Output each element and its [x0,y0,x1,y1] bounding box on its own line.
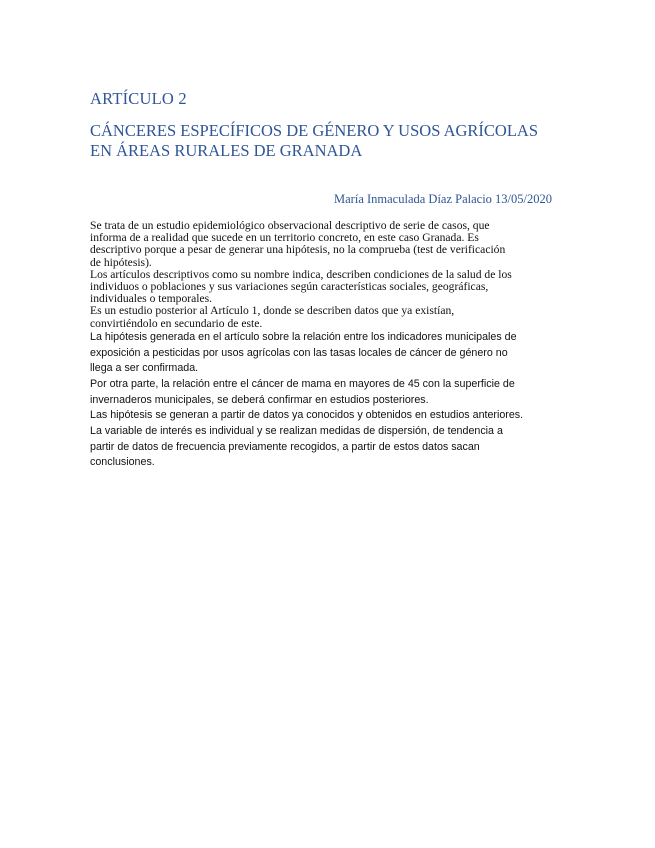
paragraph-line: conclusiones. [90,456,155,469]
paragraph-line: descriptivo porque a pesar de generar una hipótesis, no la comprueba (test de verificación [90,243,506,257]
article-title [90,121,570,161]
author-date-line: María Inmaculada Díaz Palacio 13/05/2020 [334,192,552,206]
paragraph-line: La hipótesis generada en el artículo sobre la relación entre los indicadores municipales de [90,330,517,343]
document-body [90,220,570,471]
paragraph-line: La variable de interés es individual y se realizan medidas de dispersión, de tendencia a [90,425,503,438]
paragraph-line: Es un estudio posterior al Artículo 1, donde se describen datos que ya existían, [90,304,455,318]
paragraph-line: Se trata de un estudio epidemiológico observacional descriptivo de serie de casos, que [90,219,490,232]
paragraph-line: partir de datos de frecuencia previamente recogidos, a partir de estos datos sacan [90,440,480,453]
paragraph-line: individuos o poblaciones y sus variaciones según características sociales, geográficas, [90,280,489,294]
paragraph-line: individuales o temporales. [90,292,213,306]
paragraph-line: de hipótesis). [90,255,152,269]
article-label: ARTÍCULO 2 [90,89,187,108]
paragraph-line: exposición a pesticidas por usos agrícolas con las tasas locales de cáncer de género no [90,346,508,359]
paragraph-line: informa de a realidad que sucede en un territorio concreto, en este caso Granada. Es [90,231,479,245]
paragraph-line: llega a ser confirmada. [90,362,199,375]
paragraph-line: Las hipótesis se generan a partir de datos ya conocidos y obtenidos en estudios anteriores. [90,409,524,422]
paragraph-line: convirtiéndolo en secundario de este. [90,316,263,330]
title-line: CÁNCERES ESPECÍFICOS DE GÉNERO Y USOS AGRÍCOLAS [90,121,539,140]
title-line: EN ÁREAS RURALES DE GRANADA [90,141,363,160]
paragraph-line: Los artículos descriptivos como su nombre indica, describen condiciones de la salud de los [90,267,512,281]
paragraph-line: Por otra parte, la relación entre el cáncer de mama en mayores de 45 con la superficie de [90,377,515,390]
paragraph-line: invernaderos municipales, se deberá confirmar en estudios posteriores. [90,393,429,406]
